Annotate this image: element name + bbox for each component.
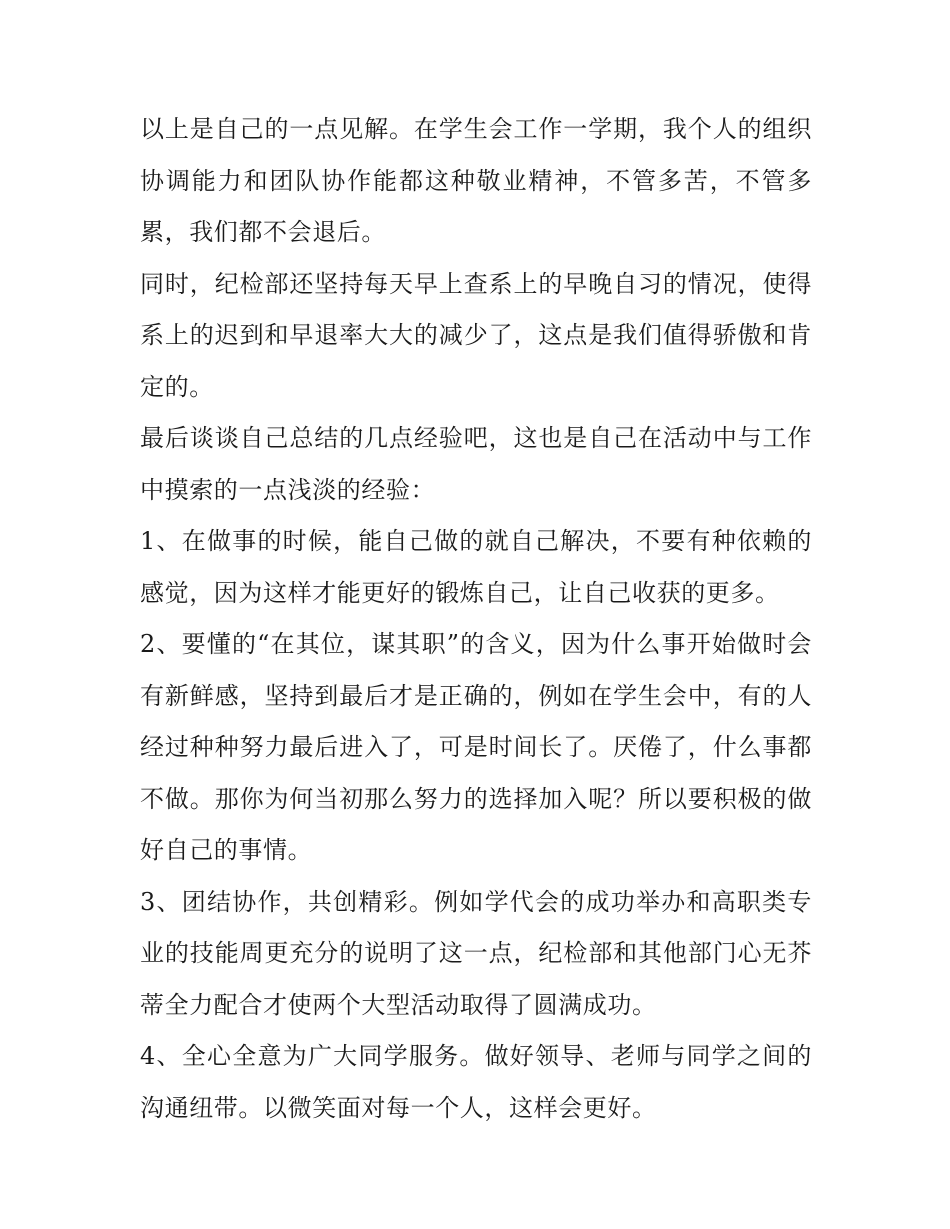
paragraph-point-4: 4、全心全意为广大同学服务。做好领导、老师与同学之间的沟通纽带。以微笑面对每一个人，这样会更好。 (140, 1042, 812, 1122)
document-body (140, 104, 812, 1134)
paragraph-point-3: 3、团结协作，共创精彩。例如学代会的成功举办和高职类专业的技能周更充分的说明了这一点，纪检部和其他部门心无芥蒂全力配合才使两个大型活动取得了圆满成功。 (140, 887, 812, 1019)
paragraph-experience-intro: 最后谈谈自己总结的几点经验吧，这也是自己在活动中与工作中摸索的一点浅淡的经验： (140, 424, 812, 504)
paragraph-point-2: 2、要懂的“在其位，谋其职”的含义，因为什么事开始做时会有新鲜感，坚持到最后才是正确的，例如在学生会中，有的人经过种种努力最后进入了，可是时间长了。厌倦了，什么事都不做。那你为何当初那么努力的选择加入呢？所以要积极的做好自己的事情。 (140, 630, 812, 864)
paragraph-discipline-dept: 同时，纪检部还坚持每天早上查系上的早晚自习的情况，使得系上的迟到和早退率大大的减少了，这点是我们值得骄傲和肯定的。 (140, 269, 812, 401)
paragraph-point-1: 1、在做事的时候，能自己做的就自己解决，不要有种依赖的感觉，因为这样才能更好的锻炼自己，让自己收获的更多。 (140, 527, 812, 607)
paragraph-summary: 以上是自己的一点见解。在学生会工作一学期，我个人的组织协调能力和团队协作能都这种敬业精神，不管多苦，不管多累，我们都不会退后。 (140, 115, 812, 246)
